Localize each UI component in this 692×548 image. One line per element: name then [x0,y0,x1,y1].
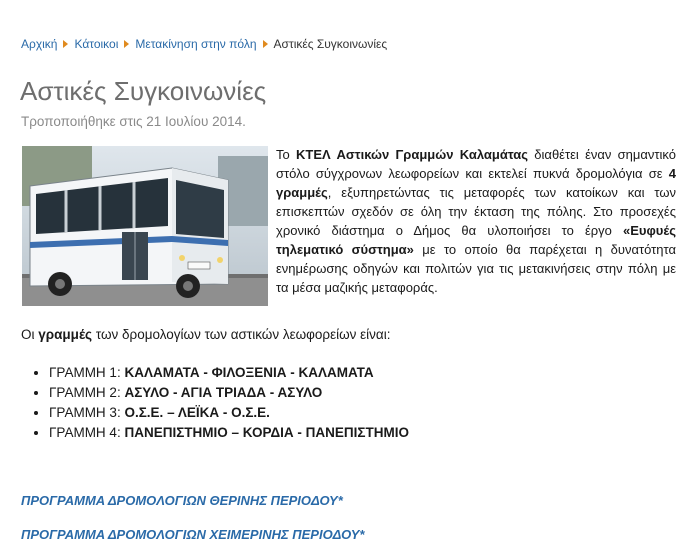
line-label: ΓΡΑΜΜΗ 1: [49,365,125,380]
line-label: ΓΡΑΜΜΗ 3: [49,405,125,420]
lines-intro-bold: γραμμές [38,327,93,342]
intro-text: , εξυπηρετώντας τις μεταφορές των κατοίκων και των επισκεπτών σχεδόν σε όλη την έκταση της πόλης. Στο προσεχές χρονικό διάστημα ο Δήμος θα υλοποιήσει το έργο [276,185,676,238]
breadcrumb-link-transport[interactable]: Μετακίνηση στην πόλη [135,37,257,51]
breadcrumb [21,36,387,52]
lines-intro-text: των δρομολογίων των αστικών λεωφορείων είναι: [92,327,391,342]
list-item [49,423,409,443]
summer-schedule-link[interactable]: ΠΡΟΓΡΑΜΜΑ ΔΡΟΜΟΛΟΓΙΩΝ ΘΕΡΙΝΗΣ ΠΕΡΙΟΔΟΥ* [21,493,343,508]
list-item [49,363,409,383]
lines-intro-text: Οι [21,327,39,342]
breadcrumb-link-residents[interactable]: Κάτοικοι [74,37,119,51]
line-route: Ο.Σ.Ε. – ΛΕΪΚΑ - Ο.Σ.Ε. [124,405,270,420]
line-label: ΓΡΑΜΜΗ 2: [49,385,125,400]
lines-intro [21,327,390,342]
winter-schedule-link[interactable]: ΠΡΟΓΡΑΜΜΑ ΔΡΟΜΟΛΟΓΙΩΝ ΧΕΙΜΕΡΙΝΗΣ ΠΕΡΙΟΔΟΥ* [21,527,365,542]
list-item [49,403,409,423]
bus-lines-list [31,363,409,443]
telematics-system-name: «Ευφυές τηλεματικό σύστημα» [276,223,676,257]
bus-image [22,146,268,306]
breadcrumb-link-home[interactable]: Αρχική [21,37,58,51]
intro-paragraph [276,145,676,297]
breadcrumb-arrow-icon [124,40,129,48]
intro-text: διαθέτει έναν σημαντικό στόλο σύγχρονων λεωφορείων και εκτελεί πυκνά δρομολόγια σε [276,147,677,181]
line-route: ΠΑΝΕΠΙΣΤΗΜΙΟ – ΚΟΡΔΙΑ - ΠΑΝΕΠΙΣΤΗΜΙΟ [124,425,409,440]
last-modified-date: Τροποποιήθηκε στις 21 Ιουλίου 2014. [21,114,246,129]
list-item [49,383,409,403]
line-route: ΑΣΥΛΟ - ΑΓΙΑ ΤΡΙΑΔΑ - ΑΣΥΛΟ [124,385,323,400]
intro-text: με το οποίο θα παρέχεται η δυνατότητα ενημέρωσης οδηγών και πολιτών για τις μετακινήσεις στην πόλη με τα μέσα μαζικής μεταφοράς. [276,242,676,295]
intro-text: Το [276,147,297,162]
city-bus-photo [22,146,268,306]
breadcrumb-current: Αστικές Συγκοινωνίες [273,37,388,51]
breadcrumb-arrow-icon [63,40,68,48]
page-title: Αστικές Συγκοινωνίες [20,76,267,106]
line-label: ΓΡΑΜΜΗ 4: [49,425,125,440]
line-route: ΚΑΛΑΜΑΤΑ - ΦΙΛΟΞΕΝΙΑ - ΚΑΛΑΜΑΤΑ [124,365,374,380]
lines-count: 4 γραμμές [276,166,676,200]
company-name: ΚΤΕΛ Αστικών Γραμμών Καλαμάτας [296,147,529,162]
breadcrumb-arrow-icon [263,40,268,48]
